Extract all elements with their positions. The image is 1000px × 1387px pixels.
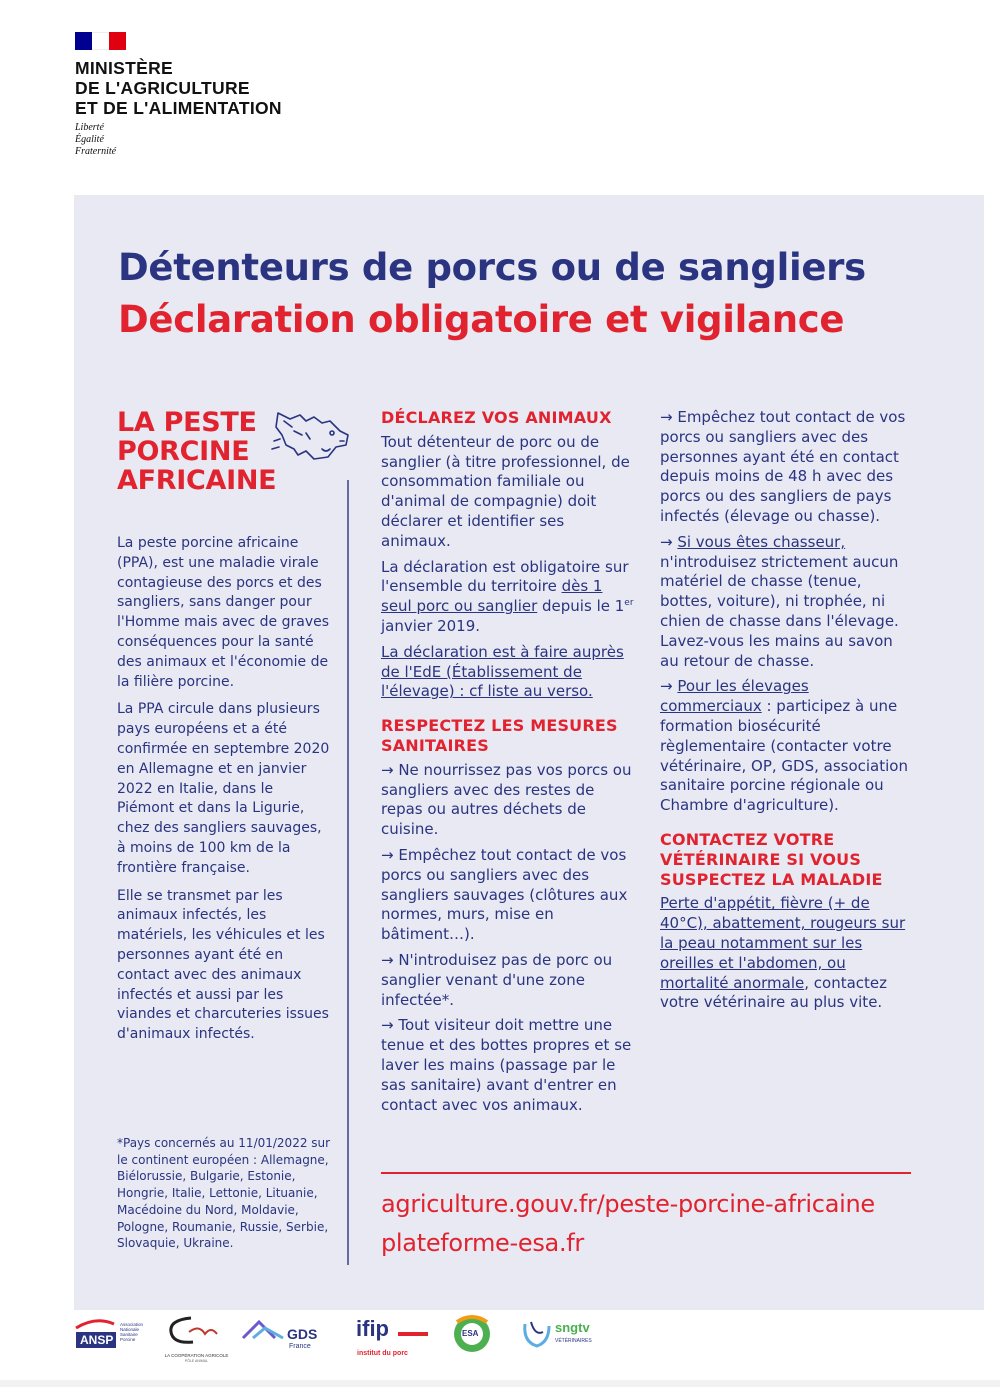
- declare-paragraph-1: Tout détenteur de porc ou de sanglier (à titre professionnel, de consommation familiale ou d'animal de compagnie) doit déclarer et identifier ses animaux.: [381, 432, 630, 550]
- ministry-line-2: DE L'AGRICULTURE: [75, 78, 250, 98]
- measure-item-3: → N'introduisez pas de porc ou sanglier venant d'une zone infectée*.: [381, 950, 613, 1009]
- measure-6-text: n'introduisez strictement aucun matériel de chasse (tenue, bottes, voiture), ni trophée, ni chien de chasse dans l'élevage. Lavez-vous les mains au savon au retour de chasse.: [660, 552, 899, 670]
- gds-emblem-icon: [239, 1312, 289, 1348]
- ppa-paragraph-1: La peste porcine africaine (PPA), est une maladie virale contagieuse des porcs et des sangliers, sans danger pour l'Homme mais avec de graves conséquences pour la santé des animaux et l'économie de la filière porcine.: [117, 535, 330, 690]
- symptoms-link[interactable]: Perte d'appétit, fièvre (+ de 40°C), abattement, rougeurs sur la peau notamment sur les oreilles et l'abdomen, ou mortalité anormale: [660, 894, 906, 992]
- declare-one-pig-link[interactable]: dès 1 seul porc ou sanglier: [381, 577, 603, 616]
- ifip-name: ifip: [356, 1316, 389, 1341]
- ifip-red-bar: [398, 1332, 428, 1336]
- declare-p2-sup: er: [624, 598, 634, 609]
- ppa-paragraph-2: La PPA circule dans plusieurs pays européens et a été confirmée en septembre 2020 en Allemagne et en janvier 2022 en Italie, dans le Piémont et dans la Ligurie, chez des sangliers sauvages, à moins de 100 km de la frontière française.: [117, 701, 330, 876]
- declare-p2-text-a: La déclaration est obligatoire sur l'ensemble du territoire: [381, 557, 629, 596]
- gds-france-logo: [239, 1312, 334, 1372]
- motto-fraternite: Fraternité: [75, 146, 117, 157]
- measure-item-5: → Empêchez tout contact de vos porcs ou sangliers avec des personnes ayant été en contact depuis moins de 48 h avec des porcs ou des sangliers de pays infectés (élevage ou chasse).: [660, 408, 906, 525]
- contact-vet-text: , contactez votre vétérinaire au plus vite.: [660, 973, 888, 1012]
- measure-item-6: [660, 533, 915, 672]
- ifip-logo: [354, 1312, 434, 1372]
- ministry-line-1: MINISTÈRE: [75, 58, 173, 78]
- contact-vet-paragraph: [660, 894, 915, 1013]
- declare-heading: DÉCLAREZ VOS ANIMAUX: [381, 408, 612, 427]
- gds-subtitle: France: [289, 1343, 311, 1350]
- column-divider: [347, 480, 349, 1265]
- sngtv-subtitle: VÉTÉRINAIRES: [555, 1338, 592, 1344]
- sngtv-name: sngtv: [555, 1320, 590, 1335]
- ppa-title-line-1: LA PESTE: [117, 407, 257, 438]
- coop-subtitle: PÔLE ANIMAL: [184, 1359, 209, 1363]
- agriculture-url-link[interactable]: agriculture.gouv.fr/peste-porcine-africaine: [381, 1190, 875, 1218]
- hunter-link[interactable]: Si vous êtes chasseur,: [677, 532, 846, 551]
- motto-liberte: Liberté: [75, 122, 104, 133]
- ministry-header: [0, 0, 1000, 195]
- measures-heading: RESPECTEZ LES MESURES SANITAIRES: [381, 716, 618, 755]
- main-title-line-1: Détenteurs de porcs ou de sangliers: [118, 246, 866, 289]
- ministry-name: [75, 58, 282, 118]
- partner-logos: [74, 1312, 984, 1372]
- ansp-logo: [74, 1312, 154, 1372]
- ppa-title: [117, 408, 276, 495]
- ifip-subtitle: institut du porc: [357, 1350, 408, 1357]
- measure-item-4: → Tout visiteur doit mettre une tenue et des bottes propres et se laver les mains (passage par le sas sanitaire) avant d'entrer en contact avec vos animaux.: [381, 1016, 632, 1114]
- sngtv-logo: [519, 1312, 609, 1372]
- ppa-paragraph-3: Elle se transmet par les animaux infectés, les matériels, les véhicules et les personnes ayant été en contact avec des animaux infectés et aussi par les viandes et charcuteries issues d'animaux infectés.: [117, 887, 329, 1043]
- republic-motto: [75, 122, 116, 158]
- esa-name: ESA: [462, 1329, 479, 1338]
- measure-item-7: [660, 677, 915, 816]
- ministry-line-3: ET DE L'ALIMENTATION: [75, 98, 282, 118]
- measures-column-continued: [660, 408, 915, 1019]
- url-divider: [381, 1172, 911, 1174]
- ansp-name: ANSP: [80, 1333, 114, 1347]
- countries-footnote: *Pays concernés au 11/01/2022 sur le continent européen : Allemagne, Biélorussie, Bulgarie, Estonie, Hongrie, Italie, Lettonie, Lituanie, Macédoine du Nord, Moldavie, Pologne, Roumanie, Russie, Serbie, Slovaquie, Ukraine.: [117, 1136, 331, 1251]
- sngtv-emblem-icon: [519, 1312, 555, 1352]
- cooperation-agricole-logo: [159, 1312, 234, 1372]
- coop-emblem-icon: [159, 1312, 234, 1350]
- measure-item-2: → Empêchez tout contact de vos porcs ou sangliers avec des sangliers sauvages (clôtures aux normes, murs, mise en bâtiment…).: [381, 845, 628, 944]
- gds-name: GDS: [287, 1326, 318, 1342]
- coop-name: LA COOPÉRATION AGRICOLE: [164, 1353, 229, 1358]
- contact-vet-heading: CONTACTEZ VOTRE VÉTÉRINAIRE SI VOUS SUSPECTEZ LA MALADIE: [660, 829, 883, 889]
- measure-6-arrow: →: [660, 532, 678, 551]
- declare-p2-text-c: janvier 2019.: [381, 616, 481, 635]
- ppa-description: [117, 534, 332, 1053]
- declare-ede-link[interactable]: La déclaration est à faire auprès de l'EdE (Établissement de l'élevage) : cf liste au verso.: [381, 642, 624, 701]
- ppa-title-line-3: AFRICAINE: [117, 465, 277, 496]
- measure-item-1: → Ne nourrissez pas vos porcs ou sangliers avec des restes de repas ou autres déchets de cuisine.: [381, 760, 632, 839]
- measure-7-text: : participez à une formation biosécurité règlementaire (contacter votre vétérinaire, OP, GDS, association sanitaire porcine régionale ou Chambre d'agriculture).: [660, 697, 908, 815]
- boar-icon: [270, 405, 352, 465]
- republic-flag-logo: [75, 32, 126, 50]
- motto-egalite: Égalité: [75, 134, 104, 145]
- measure-7-arrow: →: [660, 677, 678, 696]
- declare-paragraph-2: [381, 558, 636, 637]
- main-title-line-2: Déclaration obligatoire et vigilance: [118, 298, 845, 341]
- page-bottom-edge: [0, 1380, 1000, 1387]
- declare-column: [381, 408, 636, 1121]
- declare-p2-text-b: depuis le 1: [537, 597, 625, 616]
- ansp-subtitle: Association Nationale Sanitaire Porcine: [120, 1322, 144, 1342]
- commercial-farms-link[interactable]: Pour les élevages commerciaux: [660, 677, 809, 716]
- esa-platform-url-link[interactable]: plateforme-esa.fr: [381, 1229, 584, 1257]
- ppa-title-line-2: PORCINE: [117, 436, 250, 467]
- esa-logo: [449, 1312, 504, 1372]
